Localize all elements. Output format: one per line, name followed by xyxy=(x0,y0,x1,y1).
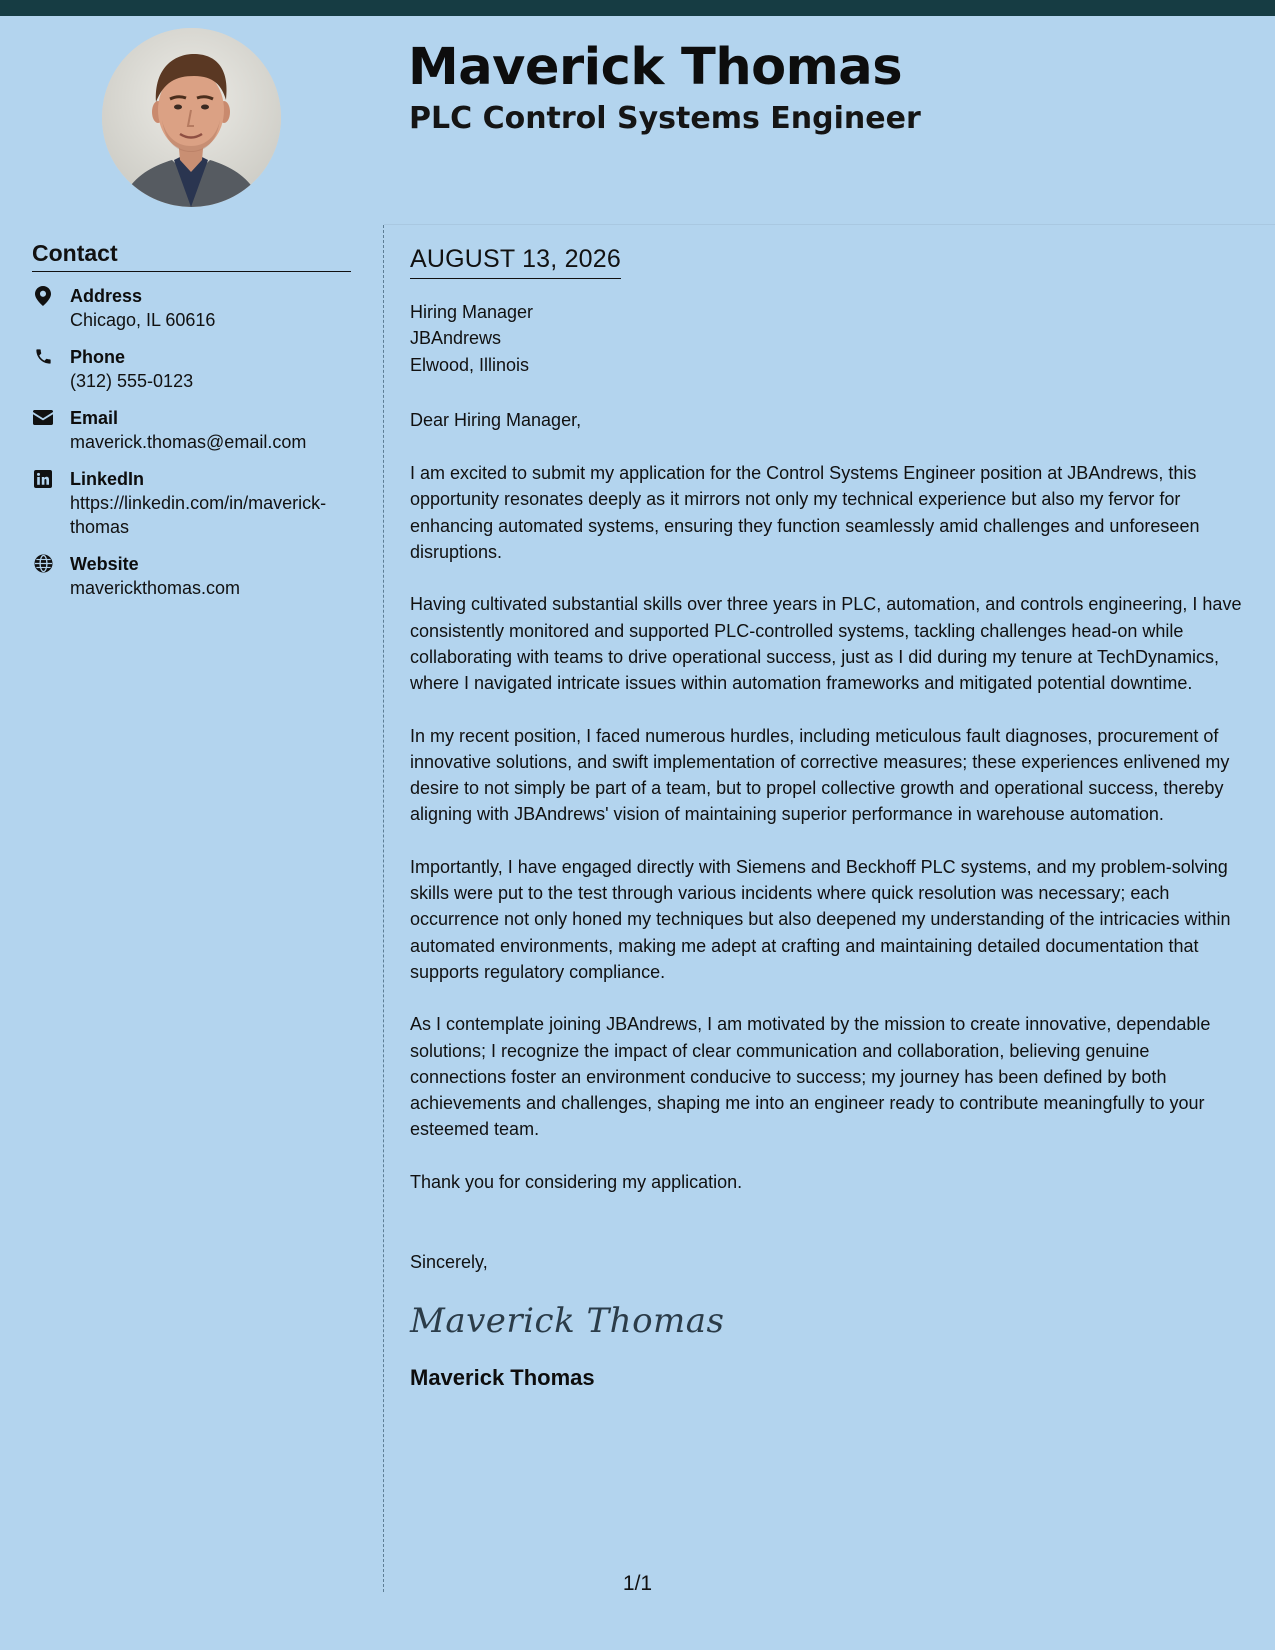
salutation: Dear Hiring Manager, xyxy=(410,409,582,430)
contact-label: Email xyxy=(70,407,119,428)
handwritten-signature: Maverick Thomas xyxy=(410,1301,725,1342)
header-divider xyxy=(384,224,1275,225)
contact-label: LinkedIn xyxy=(70,468,145,489)
linkedin-icon xyxy=(32,468,54,490)
contact-item-website xyxy=(32,552,351,600)
contact-list xyxy=(32,284,351,600)
letter-paragraph: As I contemplate joining JBAndrews, I am motivated by the mission to create innovative, dependable solutions; I recognize the impact of clear communication and collaboration, believing genuine connections foster an environment conducive to success; my journey has been defined by both achievements and challenges, shaping me into an engineer ready to contribute meaningfully to your esteemed team. xyxy=(410,1014,1211,1140)
profile-photo xyxy=(102,28,281,207)
address-value: Chicago, IL 60616 xyxy=(70,309,216,330)
page-number: 1/1 xyxy=(622,1572,653,1595)
letter-paragraph: Thank you for considering my application. xyxy=(410,1171,743,1192)
letter-paragraph: I am excited to submit my application for the Control Systems Engineer position at JBAndrews, this opportunity resonates deeply as it mirrors not only my technical experience but also my fervor for enhancing automated systems, ensuring they function seamlessly amid challenges and unforeseen disruptions. xyxy=(410,463,1200,563)
website-value: maverickthomas.com xyxy=(70,577,241,598)
map-pin-icon xyxy=(32,285,54,307)
column-divider xyxy=(383,225,384,1592)
contact-item-linkedin xyxy=(32,467,351,539)
candidate-title: PLC Control Systems Engineer xyxy=(409,101,921,136)
contact-label: Website xyxy=(70,553,139,574)
envelope-icon xyxy=(32,407,54,429)
contact-label: Phone xyxy=(70,346,126,367)
letter-paragraph: Having cultivated substantial skills over three years in PLC, automation, and controls engineering, I have consistently monitored and supported PLC-controlled systems, tackling challenges head-on while collaborating with teams to drive operational success, just as I did during my tenure at TechDynamics, where I navigated intricate issues within automation frameworks and mitigated potential downtime. xyxy=(410,594,1242,694)
top-accent-bar xyxy=(0,0,1275,16)
profile-photo-illustration xyxy=(102,28,281,207)
signed-name: Maverick Thomas xyxy=(410,1365,595,1391)
candidate-name: Maverick Thomas xyxy=(408,38,903,97)
recipient-line: Elwood, Illinois xyxy=(410,354,530,375)
phone-value: (312) 555-0123 xyxy=(70,370,194,391)
email-value: maverick.thomas@email.com xyxy=(70,431,307,452)
recipient-block xyxy=(410,299,1250,378)
closing: Sincerely, xyxy=(410,1252,488,1273)
recipient-line: JBAndrews xyxy=(410,328,502,349)
contact-label: Address xyxy=(70,285,143,306)
recipient-line: Hiring Manager xyxy=(410,302,534,322)
contact-item-phone xyxy=(32,345,351,393)
contact-item-address xyxy=(32,284,351,332)
letter-date: AUGUST 13, 2026 xyxy=(410,242,621,279)
globe-icon xyxy=(32,553,54,575)
letter-paragraph: Importantly, I have engaged directly with Siemens and Beckhoff PLC systems, and my problem-solving skills were put to the test through various incidents where quick resolution was necessary; each occurrence not only honed my techniques but also deepened my understanding of the intricacies within automated environments, making me adept at crafting and maintaining detailed documentation that supports regulatory compliance. xyxy=(410,856,1231,982)
cover-letter-body xyxy=(410,242,1250,1393)
letter-paragraph: In my recent position, I faced numerous hurdles, including meticulous fault diagnoses, procurement of innovative solutions, and swift implementation of corrective measures; these experiences enlivened my desire to not simply be part of a team, but to propel collective growth and operational success, thereby aligning with JBAndrews' vision of maintaining superior performance in warehouse automation. xyxy=(410,725,1230,825)
contact-item-email xyxy=(32,406,351,454)
phone-icon xyxy=(32,346,54,368)
linkedin-value: https://linkedin.com/in/maverick-thomas xyxy=(70,492,327,537)
contact-sidebar xyxy=(32,240,351,613)
contact-heading: Contact xyxy=(32,240,351,272)
